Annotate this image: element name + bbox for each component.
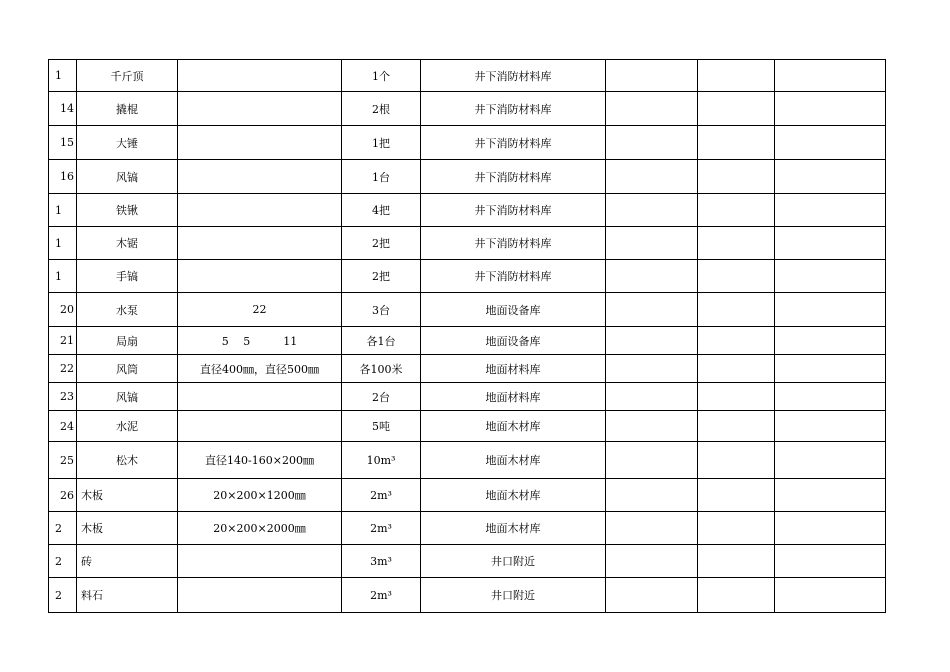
cell-location[interactable]: 井口附近 (421, 578, 606, 613)
cell-empty[interactable] (698, 327, 775, 355)
cell-spec[interactable]: 直径400㎜，直径500㎜ (178, 355, 342, 383)
cell-empty[interactable] (606, 126, 698, 160)
cell-number[interactable]: 14 (49, 92, 77, 126)
table-row (49, 442, 886, 479)
cell-empty[interactable] (698, 293, 775, 327)
cell-quantity[interactable]: 2m³ (342, 512, 421, 545)
cell-empty[interactable] (606, 194, 698, 227)
cell-empty[interactable] (775, 227, 886, 260)
cell-empty[interactable] (606, 411, 698, 442)
cell-spec[interactable]: 直径140-160×200㎜ (178, 442, 342, 479)
table-row (49, 327, 886, 355)
cell-empty[interactable] (775, 160, 886, 194)
cell-name[interactable]: 木锯 (77, 227, 178, 260)
cell-location[interactable]: 地面木材库 (421, 411, 606, 442)
cell-quantity[interactable]: 1个 (342, 60, 421, 92)
cell-empty[interactable] (698, 383, 775, 411)
cell-location[interactable]: 地面材料库 (421, 383, 606, 411)
cell-empty[interactable] (775, 442, 886, 479)
cell-spec[interactable] (178, 194, 342, 227)
cell-spec[interactable] (178, 545, 342, 578)
cell-empty[interactable] (606, 60, 698, 92)
table-row (49, 126, 886, 160)
cell-spec[interactable] (178, 227, 342, 260)
cell-name[interactable]: 局扇 (77, 327, 178, 355)
cell-spec[interactable] (178, 126, 342, 160)
cell-name[interactable]: 风镐 (77, 160, 178, 194)
cell-empty[interactable] (698, 355, 775, 383)
cell-name[interactable]: 松木 (77, 442, 178, 479)
cell-spec[interactable]: 20×200×1200㎜ (178, 479, 342, 512)
cell-number[interactable]: 1 (49, 194, 77, 227)
cell-empty[interactable] (606, 327, 698, 355)
cell-empty[interactable] (606, 355, 698, 383)
cell-name[interactable]: 砖 (77, 545, 178, 578)
cell-location[interactable]: 井下消防材料库 (421, 227, 606, 260)
cell-quantity[interactable]: 3台 (342, 293, 421, 327)
cell-empty[interactable] (775, 355, 886, 383)
table-row (49, 479, 886, 512)
cell-quantity[interactable]: 4把 (342, 194, 421, 227)
cell-empty[interactable] (606, 260, 698, 293)
cell-spec[interactable]: 5 5 11 (178, 327, 342, 355)
cell-location[interactable]: 地面设备库 (421, 327, 606, 355)
cell-quantity[interactable]: 2把 (342, 260, 421, 293)
cell-number[interactable]: 2 (49, 545, 77, 578)
cell-empty[interactable] (606, 442, 698, 479)
cell-empty[interactable] (606, 512, 698, 545)
table-row (49, 92, 886, 126)
cell-empty[interactable] (606, 578, 698, 613)
cell-quantity[interactable]: 10m³ (342, 442, 421, 479)
cell-name[interactable]: 撬棍 (77, 92, 178, 126)
materials-table (48, 59, 886, 613)
cell-number[interactable]: 2 (49, 578, 77, 613)
cell-quantity[interactable]: 各1台 (342, 327, 421, 355)
cell-location[interactable]: 井下消防材料库 (421, 160, 606, 194)
cell-name[interactable]: 风筒 (77, 355, 178, 383)
cell-number[interactable]: 24 (49, 411, 77, 442)
cell-empty[interactable] (698, 512, 775, 545)
cell-location[interactable]: 井下消防材料库 (421, 194, 606, 227)
cell-quantity[interactable]: 5吨 (342, 411, 421, 442)
cell-spec[interactable] (178, 92, 342, 126)
cell-quantity[interactable]: 2m³ (342, 479, 421, 512)
cell-empty[interactable] (606, 227, 698, 260)
cell-name[interactable]: 手镐 (77, 260, 178, 293)
table-row (49, 293, 886, 327)
cell-spec[interactable] (178, 578, 342, 613)
cell-empty[interactable] (698, 578, 775, 613)
cell-empty[interactable] (775, 92, 886, 126)
cell-number[interactable]: 25 (49, 442, 77, 479)
cell-empty[interactable] (698, 411, 775, 442)
cell-empty[interactable] (698, 126, 775, 160)
cell-name[interactable]: 木板 (77, 512, 178, 545)
cell-location[interactable]: 地面材料库 (421, 355, 606, 383)
cell-number[interactable]: 26 (49, 479, 77, 512)
cell-spec[interactable] (178, 260, 342, 293)
table-row (49, 411, 886, 442)
cell-empty[interactable] (698, 160, 775, 194)
cell-name[interactable]: 料石 (77, 578, 178, 613)
cell-quantity[interactable]: 3m³ (342, 545, 421, 578)
cell-empty[interactable] (698, 194, 775, 227)
cell-spec[interactable] (178, 60, 342, 92)
cell-empty[interactable] (698, 92, 775, 126)
cell-location[interactable]: 井口附近 (421, 545, 606, 578)
table-row (49, 512, 886, 545)
cell-number[interactable]: 1 (49, 60, 77, 92)
table-row (49, 227, 886, 260)
cell-name[interactable]: 千斤顶 (77, 60, 178, 92)
cell-quantity[interactable]: 2台 (342, 383, 421, 411)
cell-empty[interactable] (698, 227, 775, 260)
table-row (49, 545, 886, 578)
cell-number[interactable]: 23 (49, 383, 77, 411)
cell-empty[interactable] (698, 260, 775, 293)
cell-spec[interactable] (178, 383, 342, 411)
cell-number[interactable]: 21 (49, 327, 77, 355)
cell-empty[interactable] (698, 545, 775, 578)
cell-empty[interactable] (775, 194, 886, 227)
cell-quantity[interactable]: 1把 (342, 126, 421, 160)
cell-name[interactable]: 大锤 (77, 126, 178, 160)
cell-number[interactable]: 2 (49, 512, 77, 545)
cell-spec[interactable]: 20×200×2000㎜ (178, 512, 342, 545)
cell-name[interactable]: 水泵 (77, 293, 178, 327)
cell-empty[interactable] (775, 126, 886, 160)
cell-empty[interactable] (606, 383, 698, 411)
cell-quantity[interactable]: 1台 (342, 160, 421, 194)
cell-empty[interactable] (606, 160, 698, 194)
cell-number[interactable]: 1 (49, 260, 77, 293)
cell-empty[interactable] (606, 479, 698, 512)
cell-name[interactable]: 木板 (77, 479, 178, 512)
cell-name[interactable]: 风镐 (77, 383, 178, 411)
cell-empty[interactable] (775, 411, 886, 442)
cell-empty[interactable] (775, 479, 886, 512)
cell-empty[interactable] (775, 327, 886, 355)
cell-number[interactable]: 20 (49, 293, 77, 327)
cell-number[interactable]: 15 (49, 126, 77, 160)
cell-location[interactable]: 地面木材库 (421, 479, 606, 512)
cell-empty[interactable] (775, 60, 886, 92)
cell-number[interactable]: 1 (49, 227, 77, 260)
table-row (49, 355, 886, 383)
table-row (49, 160, 886, 194)
cell-empty[interactable] (775, 512, 886, 545)
cell-quantity[interactable]: 2m³ (342, 578, 421, 613)
table-row (49, 260, 886, 293)
cell-empty[interactable] (775, 383, 886, 411)
cell-quantity[interactable]: 2根 (342, 92, 421, 126)
cell-location[interactable]: 地面木材库 (421, 512, 606, 545)
cell-quantity[interactable]: 2把 (342, 227, 421, 260)
table-row (49, 60, 886, 92)
cell-location[interactable]: 井下消防材料库 (421, 260, 606, 293)
cell-empty[interactable] (606, 293, 698, 327)
cell-spec[interactable] (178, 160, 342, 194)
cell-spec[interactable]: 22 (178, 293, 342, 327)
cell-number[interactable]: 16 (49, 160, 77, 194)
cell-empty[interactable] (775, 545, 886, 578)
cell-quantity[interactable]: 各100米 (342, 355, 421, 383)
table-row (49, 383, 886, 411)
cell-empty[interactable] (775, 293, 886, 327)
table-row (49, 194, 886, 227)
table-row (49, 578, 886, 613)
cell-empty[interactable] (606, 545, 698, 578)
cell-name[interactable]: 水泥 (77, 411, 178, 442)
cell-number[interactable]: 22 (49, 355, 77, 383)
cell-location[interactable]: 地面木材库 (421, 442, 606, 479)
cell-empty[interactable] (698, 479, 775, 512)
cell-name[interactable]: 铁锹 (77, 194, 178, 227)
cell-location[interactable]: 井下消防材料库 (421, 126, 606, 160)
cell-empty[interactable] (775, 578, 886, 613)
cell-location[interactable]: 井下消防材料库 (421, 60, 606, 92)
cell-location[interactable]: 井下消防材料库 (421, 92, 606, 126)
cell-empty[interactable] (698, 442, 775, 479)
cell-empty[interactable] (606, 92, 698, 126)
cell-spec[interactable] (178, 411, 342, 442)
cell-empty[interactable] (775, 260, 886, 293)
cell-empty[interactable] (698, 60, 775, 92)
cell-location[interactable]: 地面设备库 (421, 293, 606, 327)
